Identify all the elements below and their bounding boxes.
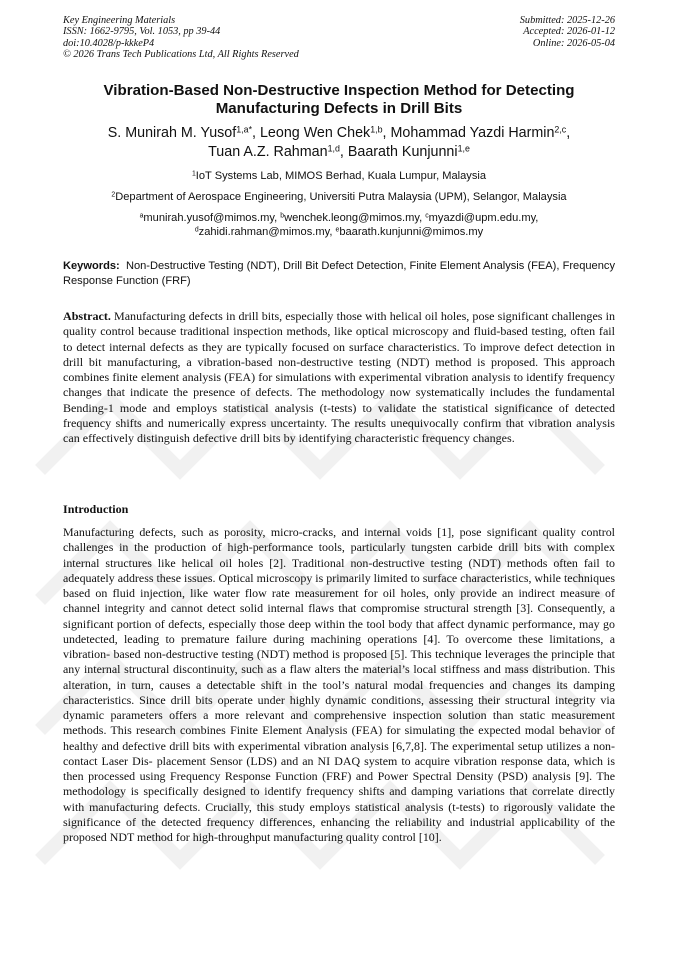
email-marker: a bbox=[139, 212, 144, 220]
affiliation-number: 1 bbox=[191, 170, 196, 178]
author-name: Mohammad Yazdi Harmin bbox=[390, 125, 555, 141]
author-affiliation-marker: 1,e bbox=[457, 143, 470, 154]
abstract-text: Manufacturing defects in drill bits, especially those with helical oil holes, pose significant challenges in quality control because traditional inspection methods, like optical microscopy and fluid-based testing, often fail to detect internal defects as they are typically focused on surface characteristics. To improve defect detection in drill bit manufacturing, a vibration-based non-destructive testing (NDT) method is proposed. This approach combines finite element analysis (FEA) for simulations with experimental vibration analysis to identify frequency changes that indicate the presence of defects. The methodology now systematically includes the fundamental Bending-1 mode and employs statistical analysis (t-tests) to validate the statistical significance of detected frequency shifts and numerically express uncertainty. The results unequivocally confirm that vibration analysis can effectively distinguish defective drill bits by identifying characteristic frequency changes. bbox=[63, 309, 615, 446]
author-name: S. Munirah M. Yusof bbox=[107, 125, 237, 141]
journal-name: Key Engineering Materials bbox=[63, 15, 176, 26]
author-affiliation-marker: 2,c bbox=[554, 124, 567, 135]
abstract-section bbox=[63, 309, 615, 447]
paper-title-line-1: Vibration-Based Non-Destructive Inspection Method for Detecting bbox=[103, 82, 575, 99]
paper-title bbox=[63, 82, 615, 118]
email-marker: c bbox=[425, 212, 429, 220]
author-affiliation-marker: 1,a* bbox=[236, 124, 253, 135]
email-marker: e bbox=[335, 226, 340, 234]
author-list: S. Munirah M. Yusof$^{1,a*}$, Leong Wen Chek$^{1,b}$, Mohammad Yazdi Harmin$^{2,c}$, Tuan A.Z. Rahman$^{1,d}$, Baarath Kunjunni$^{1,e}$ bbox=[107, 124, 571, 160]
email-link[interactable]: baarath.kunjunni@mimos.my bbox=[339, 225, 484, 238]
introduction-heading: Introduction bbox=[63, 502, 129, 516]
journal-header bbox=[63, 15, 615, 61]
author-affiliation-marker: 1,b bbox=[370, 124, 383, 135]
email-marker: d bbox=[194, 226, 199, 234]
online-date: Online: 2026-05-04 bbox=[532, 37, 615, 49]
affiliation-2 bbox=[63, 191, 615, 204]
author-name: Leong Wen Chek bbox=[259, 125, 371, 141]
email-link[interactable]: myazdi@upm.edu.my bbox=[428, 212, 536, 224]
author-name: Tuan A.Z. Rahman bbox=[208, 143, 328, 160]
journal-copyright: © 2026 Trans Tech Publications Ltd, All Rights Reserved bbox=[63, 49, 299, 61]
email-marker: b bbox=[280, 212, 285, 220]
affiliation-number: 2 bbox=[111, 191, 116, 199]
email-link[interactable]: munirah.yusof@mimos.my bbox=[143, 212, 275, 224]
keywords-text: Non-Destructive Testing (NDT), Drill Bit Defect Detection, Finite Element Analysis (FEA), Frequency Response Function (FRF) bbox=[63, 260, 615, 287]
submitted-date: Submitted: 2025-12-26 bbox=[519, 15, 615, 26]
journal-info bbox=[63, 15, 299, 61]
affiliation-text: IoT Systems Lab, MIMOS Berhad, Kuala Lumpur, Malaysia bbox=[195, 170, 487, 182]
journal-doi: doi:10.4028/p-kkkeP4 bbox=[63, 37, 155, 49]
journal-issn: ISSN: 1662-9795, Vol. 1053, pp 39-44 bbox=[63, 26, 221, 38]
author-emails: $^a$munirah.yusof@mimos.my, $^b$wenchek.leong@mimos.my, $^c$myazdi@upm.edu.my, $^d$zahidi.rahman@mimos.my, $^e$baarath.kunjunni@mimos.my bbox=[139, 212, 539, 238]
accepted-date: Accepted: 2026-01-12 bbox=[523, 26, 615, 38]
paper-title-line-2: Manufacturing Defects in Drill Bits bbox=[215, 100, 463, 117]
introduction-text: Manufacturing defects, such as porosity, micro-cracks, and internal voids [1], pose significant quality control challenges in the production of high-performance tools, particularly tungsten carbide drill bits with complex internal structures like helical oil holes [2]. Traditional non-destructive testing (NDT) methods often fail to adequately address these issues. Optical microscopy is primarily limited to surface characteristics, while techniques based on fluid injection, like water flow rate measurement for oil holes, only provide an indirect measure of channel integrity and cannot detect solid internal flaws that compromise structural strength [3]. Consequently, a significant portion of defects, especially those deep within the tool body that affect dynamic performance, may go undetected, leading to premature failure during machining operations [4]. To overcome these limitations, a vibration- based non-destructive testing (NDT) method is proposed [5]. This technique leverages the principle that any internal structural discontinuity, such as a flaw alters the material’s local stiffness and mass distribution. This alteration, in turn, causes a detectable shift in the tool’s natural modal frequencies and changes its damping characteristics. Since drill bits operate under highly dynamic conditions, assessing their structural integrity via dynamic parameters offers a more relevant and comprehensive inspection solution than static measurement methods. This research combines Finite Element Analysis (FEA) for simulating the expected modal behavior of healthy and defective drill bits with experimental vibration analysis [6,7,8]. The experimental setup utilizes a non-contact Laser Dis- placement Sensor (LDS) and an NI DAQ system to acquire vibration response data, which is then processed using Frequency Response Function (FRF) and Power Spectral Density (PSD) analysis [9]. The methodology is specifically designed to identify frequency shifts and damping variations that correlate directly with manufacturing defects. Crucially, this study employs statistical analysis (t-tests) to rigorously validate the significance of the detected frequency differences, enhancing the reliability and industrial applicability of the proposed NDT method for high-throughput manufacturing quality control [10]. bbox=[63, 525, 615, 844]
author-name: Baarath Kunjunni bbox=[347, 143, 458, 160]
email-link[interactable]: zahidi.rahman@mimos.my bbox=[198, 225, 330, 238]
abstract-label: Abstract. bbox=[63, 309, 111, 323]
affiliation-text: Department of Aerospace Engineering, Universiti Putra Malaysia (UPM), Selangor, Malaysia bbox=[115, 191, 567, 203]
keywords-label: Keywords: bbox=[63, 260, 120, 272]
keywords-section bbox=[63, 259, 615, 289]
author-affiliation-marker: 1,d bbox=[327, 143, 340, 154]
affiliation-1 bbox=[63, 170, 615, 183]
publication-dates bbox=[520, 15, 615, 61]
email-link[interactable]: wenchek.leong@mimos.my bbox=[284, 212, 420, 224]
